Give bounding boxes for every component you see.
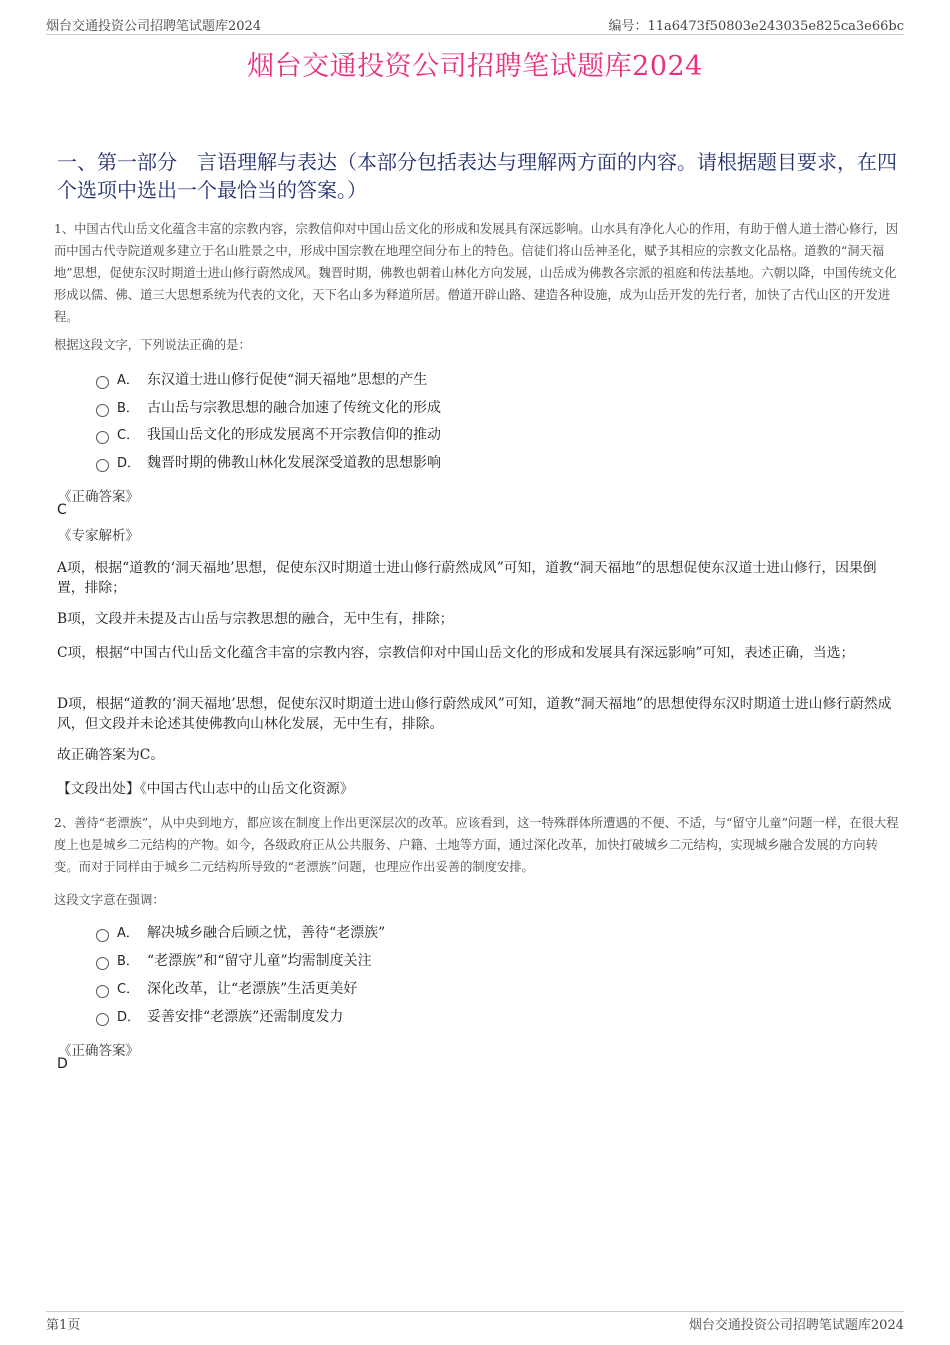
option-text: 东汉道士进山修行促使“洞天福地”思想的产生 <box>147 372 428 388</box>
radio-icon[interactable] <box>96 957 109 970</box>
question-2-option-d[interactable] <box>96 1006 343 1028</box>
question-1-answer: C <box>57 502 67 518</box>
option-text: 魏晋时期的佛教山林化发展深受道教的思想影响 <box>147 455 441 471</box>
option-letter: B． <box>117 954 139 969</box>
footer-divider <box>46 1311 904 1312</box>
option-text: 妥善安排“老漂族”还需制度发力 <box>147 1009 344 1025</box>
analysis-item-c: C项，根据“中国古代山岳文化蕴含丰富的宗教内容，宗教信仰对中国山岳文化的形成和发展具有深远影响”可知，表述正确，当选； <box>57 645 855 661</box>
option-letter: C． <box>117 428 140 443</box>
page-number: 第1页 <box>46 1318 81 1333</box>
option-text: 深化改革，让“老漂族”生活更美好 <box>147 981 358 997</box>
question-1-option-d[interactable] <box>96 452 441 474</box>
question-1-option-b[interactable] <box>96 397 441 419</box>
analysis-item-d: D项，根据“道教的‘洞天福地’思想，促使东汉时期道士进山修行蔚然成风”可知，道教“洞天福地”的思想使得东汉时期道士进山修行蔚然成风，但文段并未论述其使佛教向山林化发展，无中生有，排除。 <box>57 696 892 732</box>
question-1-source: 【文段出处】《中国古代山志中的山岳文化资源》 <box>57 781 354 797</box>
option-letter: C． <box>117 982 140 997</box>
header-doc-id: 编号：11a6473f50803e243035e825ca3e66bc <box>608 19 904 34</box>
option-text: 解决城乡融合后顾之忧，善待“老漂族” <box>147 925 386 941</box>
question-2-answer: D <box>57 1056 68 1072</box>
question-1-prompt: 根据这段文字，下列说法正确的是： <box>54 338 251 352</box>
option-letter: D． <box>117 1010 141 1025</box>
radio-icon[interactable] <box>96 431 109 444</box>
page-title: 烟台交通投资公司招聘笔试题库2024 <box>247 51 703 82</box>
radio-icon[interactable] <box>96 985 109 998</box>
option-letter: A． <box>117 926 139 941</box>
radio-icon[interactable] <box>96 404 109 417</box>
option-letter: B． <box>117 401 139 416</box>
question-1-passage: 1、中国古代山岳文化蕴含丰富的宗教内容，宗教信仰对中国山岳文化的形成和发展具有深远影响。山水具有净化人心的作用，有助于僧人道士潜心修行，因而中国古代寺院道观多建立于名山胜景之中，形成中国宗教在地理空间分布上的特色。信徒们将山岳神圣化，赋予其相应的宗教文化品格。道教的“洞天福地”思想，促使东汉时期道士进山修行蔚然成风。魏晋时期，佛教也朝着山林化方向发展，山岳成为佛教各宗派的祖庭和传法基地。六朝以降，中国传统文化形成以儒、佛、道三大思想系统为代表的文化，天下名山多为释道所居。僧道开辟山路、建造各种设施，成为山岳开发的先行者，加快了古代山区的开发进程。 <box>54 222 899 324</box>
option-text: 我国山岳文化的形成发展离不开宗教信仰的推动 <box>147 427 441 443</box>
radio-icon[interactable] <box>96 1013 109 1026</box>
header-doc-title: 烟台交通投资公司招聘笔试题库2024 <box>46 19 262 34</box>
question-2-prompt: 这段文字意在强调： <box>54 893 165 907</box>
section-title: 一、第一部分 言语理解与表达（本部分包括表达与理解两方面的内容。请根据题目要求，在四个选项中选出一个最恰当的答案。） <box>57 150 897 202</box>
option-letter: D． <box>117 456 141 471</box>
option-text: “老漂族”和“留守儿童”均需制度关注 <box>147 953 372 969</box>
radio-icon[interactable] <box>96 459 109 472</box>
question-1-analysis-label: 《专家解析》 <box>58 528 139 544</box>
analysis-item-b: B项，文段并未提及古山岳与宗教思想的融合，无中生有，排除； <box>57 611 454 627</box>
page-footer <box>46 1314 904 1332</box>
analysis-conclusion: 故正确答案为C。 <box>57 747 165 763</box>
page-header <box>46 15 904 33</box>
question-2-option-b[interactable] <box>96 950 372 972</box>
analysis-item-a: A项，根据“道教的‘洞天福地’思想，促使东汉时期道士进山修行蔚然成风”可知，道教“洞天福地”的思想促使东汉道士进山修行，因果倒置，排除； <box>57 560 877 596</box>
question-2-answer-label: 《正确答案》 <box>58 1043 139 1059</box>
header-divider <box>46 34 904 35</box>
option-text: 古山岳与宗教思想的融合加速了传统文化的形成 <box>147 400 441 416</box>
question-1-option-a[interactable] <box>96 369 427 391</box>
radio-icon[interactable] <box>96 376 109 389</box>
question-1-option-c[interactable] <box>96 424 441 446</box>
question-2-option-c[interactable] <box>96 978 357 1000</box>
footer-doc-title: 烟台交通投资公司招聘笔试题库2024 <box>688 1318 904 1333</box>
option-letter: A． <box>117 373 139 388</box>
radio-icon[interactable] <box>96 929 109 942</box>
question-1-answer-label: 《正确答案》 <box>58 489 139 505</box>
question-2-passage: 2、善待“老漂族”，从中央到地方，都应该在制度上作出更深层次的改革。应该看到，这一特殊群体所遭遇的不便、不适，与“留守儿童”问题一样，在很大程度上也是城乡二元结构的产物。如今，各级政府正从公共服务、户籍、土地等方面，通过深化改革，加快打破城乡二元结构，实现城乡融合发展的方向转变。而对于同样由于城乡二元结构所导致的“老漂族”问题，也理应作出妥善的制度安排。 <box>54 816 899 874</box>
question-2-option-a[interactable] <box>96 922 385 944</box>
